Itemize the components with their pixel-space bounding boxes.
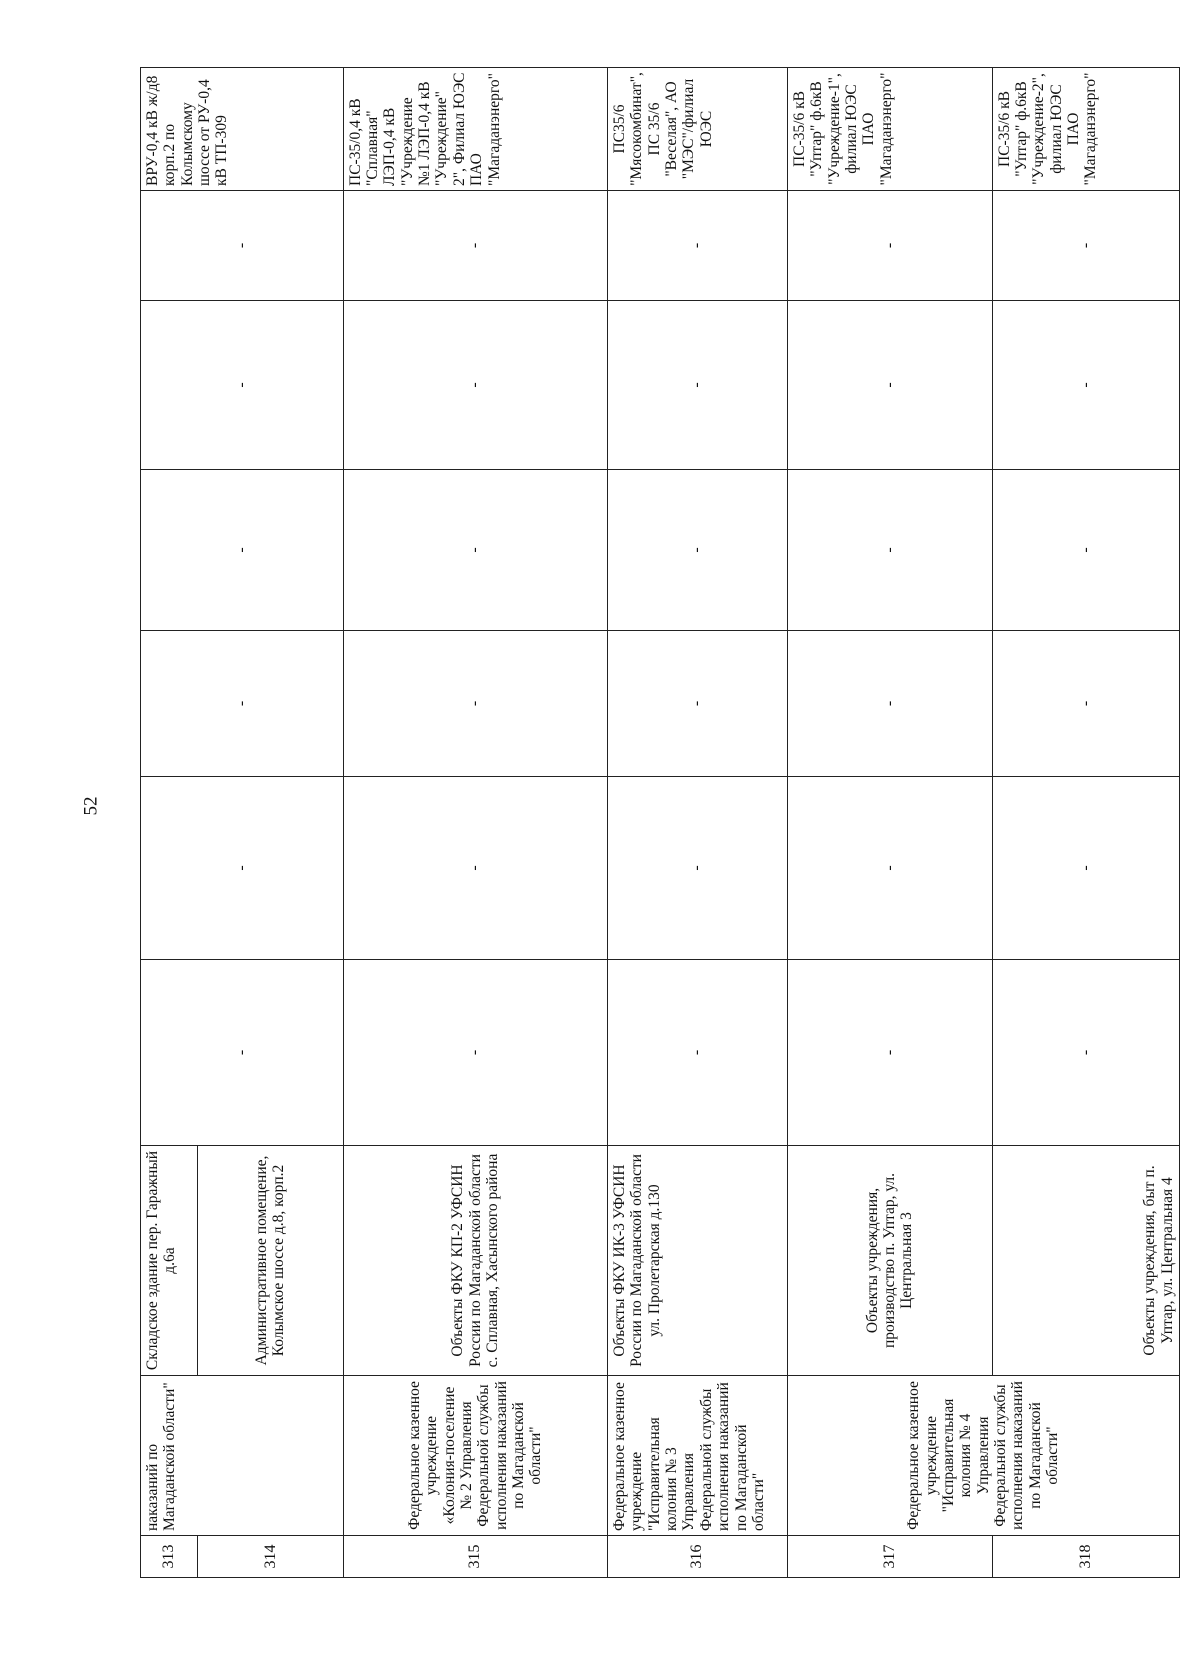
object-cell: Административное помещение, Колымское шоссе д.8, корп.2 [198,1146,343,1376]
row-number: 315 [343,1536,607,1578]
value-cell: - [992,301,1179,470]
value-cell: - [787,777,992,960]
value-cell: - [787,191,992,301]
value-cell: - [141,777,344,960]
rotated-table-sheet [140,68,1180,1578]
value-cell: - [787,960,992,1146]
row-number: 316 [608,1536,788,1578]
table-row [141,68,198,1578]
value-cell: - [141,960,344,1146]
value-cell: - [608,777,788,960]
power-source-cell: ПС-35/6 кВ "Уптар" ф.6кВ "Учреждение-2", филиал ЮЭС ПАО "Магаданэнерго" [992,68,1179,191]
value-cell: - [343,631,607,777]
value-cell: - [343,301,607,470]
value-cell: - [992,191,1179,301]
table-row [787,68,992,1578]
objects-table [140,67,1180,1578]
organization-cell: Федеральное казенное учреждение «Колония-поселение № 2 Управления Федеральной службы исполнения наказаний по Магаданской области" [343,1376,607,1536]
row-number: 317 [787,1536,992,1578]
power-source-cell: ПС-35/0,4 кВ "Сплавная" ЛЭП-0,4 кВ "Учреждение №1 ЛЭП-0,4 кВ "Учреждение" 2", Филиал ЮЭС ПАО "Магаданэнерго" [343,68,607,191]
power-source-cell: ВРУ-0,4 кВ ж/д8 корп.2 по Колымскому шоссе от РУ-0,4 кВ ТП-309 [141,68,344,191]
value-cell: - [608,960,788,1146]
value-cell: - [141,470,344,631]
table-row [608,68,788,1578]
value-cell: - [141,631,344,777]
object-cell: Объекты ФКУ ИК-3 УФСИН России по Магаданской области ул. Пролетарская д.130 [608,1146,788,1376]
value-cell: - [608,301,788,470]
value-cell: - [992,631,1179,777]
organization-cell: наказаний по Магаданской области" [141,1376,344,1536]
row-number: 318 [992,1536,1179,1578]
value-cell: - [992,470,1179,631]
value-cell: - [141,191,344,301]
value-cell: - [608,191,788,301]
value-cell: - [343,777,607,960]
value-cell: - [608,631,788,777]
page-number: 52 [80,796,102,816]
value-cell: - [141,301,344,470]
value-cell: - [343,960,607,1146]
object-cell: Объекты ФКУ КП-2 УФСИН России по Магаданской области с. Сплавная, Хасынского района [343,1146,607,1376]
value-cell: - [343,191,607,301]
value-cell: - [992,960,1179,1146]
row-number: 314 [198,1536,343,1578]
value-cell: - [787,470,992,631]
value-cell: - [992,777,1179,960]
value-cell: - [787,301,992,470]
power-source-cell: ПС-35/6 кВ "Уптар" ф.6кВ "Учреждение-1", филиал ЮЭС ПАО "Магаданэнерго" [787,68,992,191]
object-cell: Объекты учреждения, быт п. Уптар, ул. Центральная 4 [992,1146,1179,1376]
object-cell: Складское здание пер. Гаражный д.6а [141,1146,198,1376]
table-row [343,68,607,1578]
power-source-cell: ПС35/6 "Мясокомбинат", ПС 35/6 "Веселая", АО "МЭС"/филиал ЮЭС [608,68,788,191]
value-cell: - [343,470,607,631]
row-number: 313 [141,1536,198,1578]
organization-cell: Федеральное казенное учреждение "Исправительная колония № 4 Управления Федеральной службы исполнения наказаний по Магаданской области" [787,1376,1179,1536]
value-cell: - [608,470,788,631]
organization-cell: Федеральное казенное учреждение "Исправительная колония № 3 Управления Федеральной службы исполнения наказаний по Магаданской области" [608,1376,788,1536]
object-cell: Объекты учреждения, производство п. Уптар, ул. Центральная 3 [787,1146,992,1376]
table-row [992,68,1179,1578]
value-cell: - [787,631,992,777]
